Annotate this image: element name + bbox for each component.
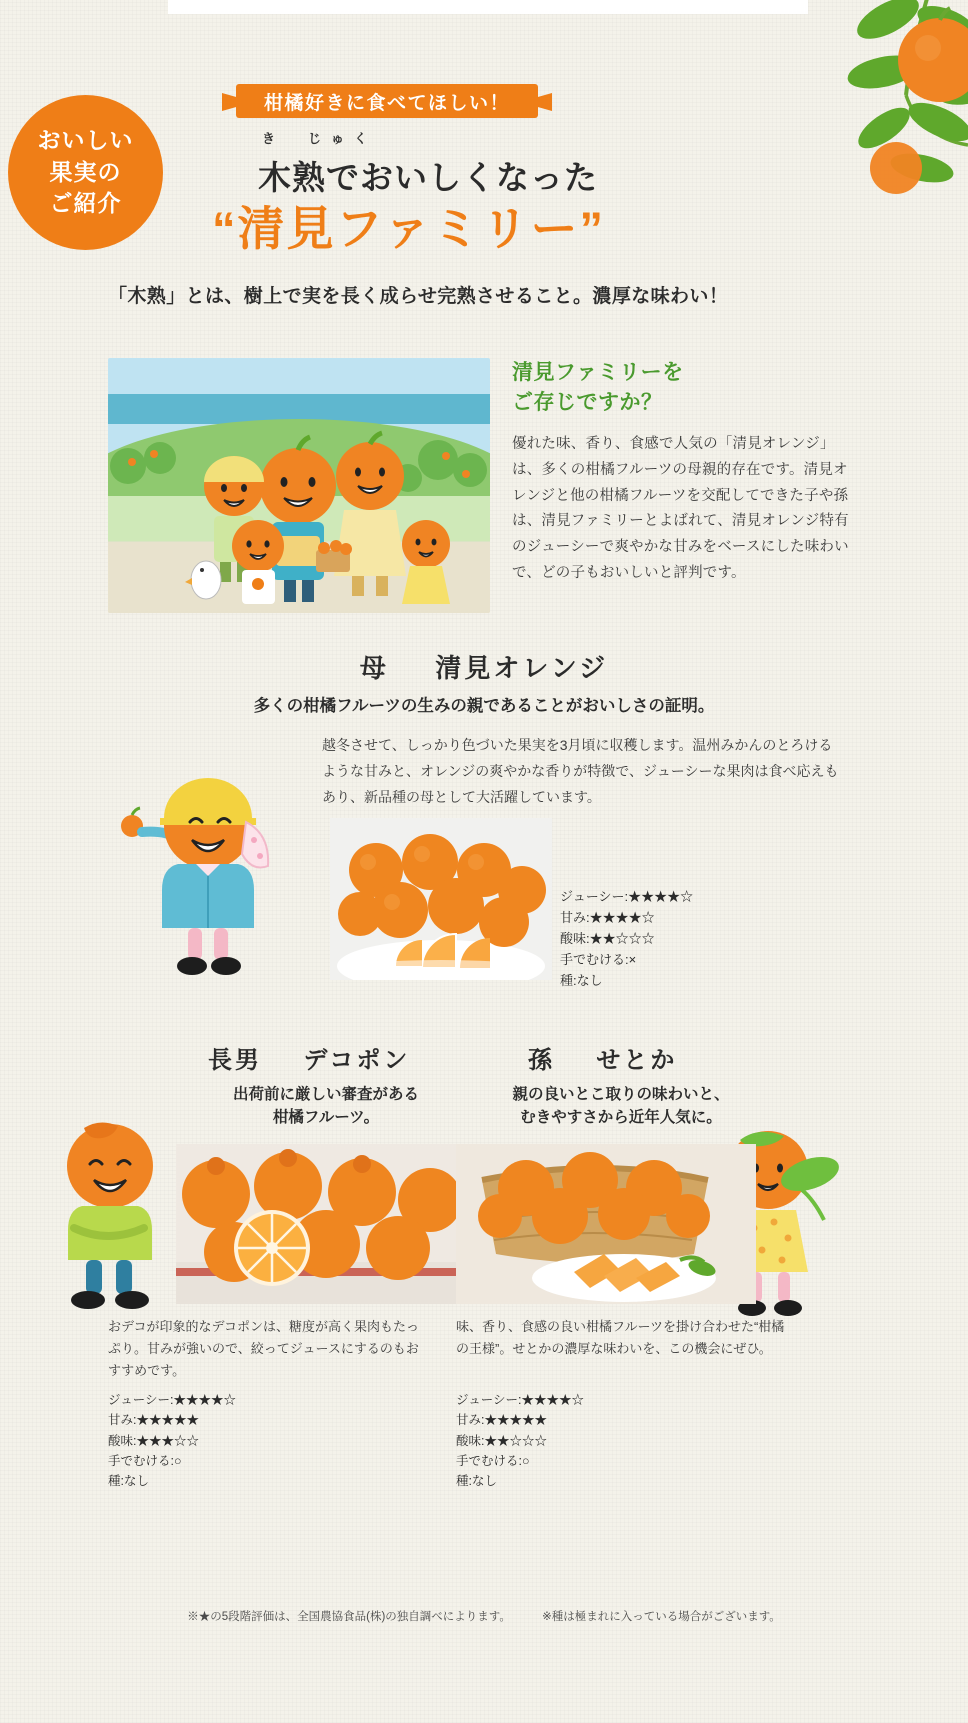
- mother-description: 越冬させて、しっかり色づいた果実を3月頃に収穫します。温州みかんのとろけるような甘みと、オレンジの爽やかな香りが特徴で、ジューシーな果肉は食べ応えもあり、新品種の母として大活躍しています。: [322, 737, 839, 805]
- intro-title-line-1: 清見ファミリーを: [512, 361, 684, 384]
- badge-line-3: ご紹介: [49, 190, 122, 217]
- ribbon-banner: [222, 84, 552, 120]
- intro-title-line-2: ご存じですか？: [512, 391, 663, 415]
- footnote-2: ※種は極まれに入っている場合がございます。: [542, 1611, 781, 1623]
- child-2-stat-sour: 酸味:★★☆☆☆: [456, 1433, 547, 1448]
- headline-primary: 木熟でおいしくなった: [258, 159, 598, 196]
- child-1-stat-peel: 手でむける:○: [108, 1453, 182, 1468]
- child-1-description: おデコが印象的なデコポンは、糖度が高く果肉もたっぷり。甘みが強いので、絞ってジュースにするのもおすすめです。: [108, 1319, 419, 1379]
- mother-title: [0, 648, 968, 685]
- child-1-stat-sour: 酸味:★★★☆☆: [108, 1433, 199, 1448]
- intro-title: [512, 358, 684, 419]
- badge-line-2: 果実の: [49, 158, 122, 185]
- mother-subtitle: 多くの柑橘フルーツの生みの親であることがおいしさの証明。: [253, 697, 715, 715]
- orange-branch-illustration: [678, 0, 968, 215]
- mother-stat-sweet: 甘み:★★★★☆: [560, 910, 655, 926]
- lead-text: 「木熟」とは、樹上で実を長く成らせ完熟させること。濃厚な味わい！: [108, 286, 729, 307]
- ribbon-right-tail: [536, 93, 552, 111]
- child-2-stats: [456, 1390, 584, 1491]
- mother-stats: [560, 886, 693, 991]
- child-1-fruit-photo: [176, 1144, 464, 1304]
- mother-stat-sour: 酸味:★★☆☆☆: [560, 931, 655, 947]
- headline-furigana: き じゅく: [262, 131, 378, 146]
- footnote-1: ※★の5段階評価は、全国農協食品(株)の独自調べによります。: [187, 1611, 511, 1623]
- child-1-character-illustration: [44, 1110, 174, 1310]
- child-1-subtitle: [176, 1083, 476, 1130]
- family-characters: [108, 358, 490, 613]
- child-2-stat-juicy: ジューシー:★★★★☆: [456, 1393, 584, 1407]
- child-2-description: 味、香り、食感の良い柑橘フルーツを掛け合わせた“柑橘の王様”。せとかの濃厚な味わいを、この機会にぜひ。: [456, 1319, 785, 1357]
- child-1-title: [208, 1040, 410, 1075]
- mother-stat-juicy: ジューシー:★★★★☆: [560, 889, 694, 904]
- headline-secondary: “清見ファミリー”: [212, 202, 606, 255]
- child-2-name: せとか: [596, 1047, 678, 1074]
- badge-line-1: おいしい: [37, 126, 134, 153]
- child-1-stats: [108, 1390, 236, 1491]
- child-2-role: 孫: [528, 1047, 555, 1074]
- child-2-subtitle-line-2: むきやすさから近年人気に。: [520, 1109, 722, 1127]
- family-illustration: [108, 358, 490, 613]
- child-2-subtitle-line-1: 親の良いとこ取りの味わいと、: [512, 1086, 730, 1103]
- child-1-role: 長男: [208, 1047, 262, 1074]
- child-1-stat-seed: 種:なし: [108, 1474, 149, 1488]
- child-2-title: [528, 1040, 677, 1075]
- mother-stat-peel: 手でむける:×: [560, 952, 637, 968]
- child-1-subtitle-line-1: 出荷前に厳しい審査がある: [232, 1086, 419, 1103]
- section-badge: [8, 95, 163, 250]
- mother-name: 清見オレンジ: [435, 653, 609, 683]
- child-2-fruit-photo: [456, 1144, 756, 1304]
- child-1-name: デコポン: [303, 1047, 411, 1074]
- child-2-stat-seed: 種:なし: [456, 1474, 497, 1488]
- child-1-stat-juicy: ジューシー:★★★★☆: [108, 1393, 236, 1407]
- intro-body: 優れた味、香り、食感で人気の「清見オレンジ」は、多くの柑橘フルーツの母親的存在です。清見オレンジと他の柑橘フルーツを交配してできた子や孫は、清見ファミリーとよばれて、清見オレンジ特有のジューシーで爽やかな甘みをベースにした味わいで、どの子もおいしいと評判です。: [512, 436, 849, 581]
- child-1-stat-sweet: 甘み:★★★★★: [108, 1413, 199, 1428]
- footnotes: [0, 1608, 968, 1624]
- child-2-stat-peel: 手でむける:○: [456, 1453, 530, 1468]
- mother-stat-seed: 種:なし: [560, 973, 603, 989]
- mother-role: 母: [359, 653, 389, 683]
- ribbon-label: 柑橘好きに食べてほしい！: [236, 84, 538, 118]
- mother-fruit-photo: [330, 818, 552, 980]
- mother-character-illustration: [108, 760, 308, 990]
- child-2-stat-sweet: 甘み:★★★★★: [456, 1413, 547, 1428]
- child-1-subtitle-line-2: 柑橘フルーツ。: [272, 1109, 380, 1127]
